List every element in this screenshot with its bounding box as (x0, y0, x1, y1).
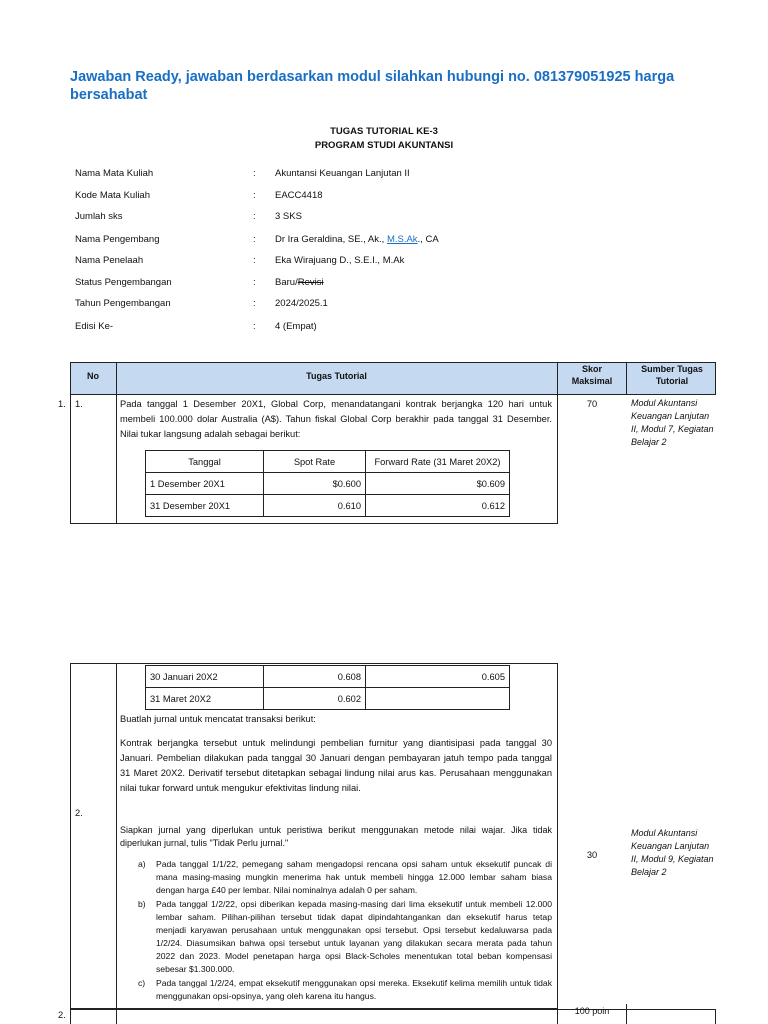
meta-colon: : (253, 211, 256, 222)
meta-value-kode: EACC4418 (275, 190, 323, 201)
rate-date: 31 Desember 20X1 (146, 495, 264, 517)
col-divider (557, 362, 558, 395)
promo-heading: Jawaban Ready, jawaban berdasarkan modul silahkan hubungi no. 081379051925 harga bersahabat (70, 69, 675, 103)
outer-number-2: 2. (58, 1010, 66, 1020)
list-item-text: Pada tanggal 1/1/22, pemegang saham mengadopsi rencana opsi saham untuk eksekutif puncak di mana masing-masing mungkin menerima hak untuk membeli hingga 12.000 lembar saham biasa dengan harga £40 per lembar. Nilai nominalnya adalah 0 per saham. (156, 859, 552, 895)
row-number-2: 2. (75, 808, 83, 818)
rates-header-forward: Forward Rate (31 Maret 20X2) (366, 451, 510, 473)
meta-value-pengembang (275, 234, 439, 245)
header-skor: Skor Maksimal (571, 364, 613, 386)
col-divider (626, 362, 627, 395)
rate-date: 30 Januari 20X2 (146, 666, 264, 688)
meta-value-status (275, 277, 324, 288)
list-item-text: Pada tanggal 1/2/24, empat eksekutif menggunakan opsi mereka. Eksekutif kelima memilih untuk tidak menggunakan opsi-opsinya, yang oleh karena itu hangus. (156, 978, 552, 1001)
pengembang-name: Dr Ira Geraldina, SE., Ak., (275, 234, 387, 245)
col-divider (715, 1009, 716, 1024)
score-1: 70 (586, 399, 598, 409)
spot-rate: 0.602 (264, 688, 366, 710)
option-list (138, 858, 552, 1004)
rates-header-row (146, 451, 510, 473)
document-title: TUGAS TUTORIAL KE-3 (330, 126, 438, 137)
status-new: Baru/ (275, 277, 298, 288)
rates-table-1 (145, 450, 510, 517)
col-divider (116, 663, 117, 1009)
pengembang-suffix: ., CA (417, 234, 439, 245)
spot-rate: 0.610 (264, 495, 366, 517)
degree-link[interactable]: M.S.Ak (386, 234, 418, 245)
table-row (146, 688, 510, 710)
source-2: Modul Akuntansi Keuangan Lanjutan II, Modul 9, Kegiatan Belajar 2 (631, 828, 714, 877)
score-2: 30 (586, 850, 598, 860)
meta-colon: : (253, 190, 256, 201)
list-item (138, 898, 552, 976)
rates-table-2 (145, 665, 510, 710)
meta-label-tahun: Tahun Pengembangan (75, 298, 171, 309)
list-item-text: Pada tanggal 1/2/22, opsi diberikan kepada masing-masing dari lima eksekutif untuk membeli 12.000 lembar saham. Pilihan-pilihan tersebut tidak dapat dipindahtangankan dan eksekutif harus tetap menjadi karyawan perusahaan untuk menggunakan opsi tersebut. Opsi tersebut kedaluwarsa pada 1/2/24. Diasumsikan bahwa opsi tersebut untuk layanan yang dilakukan secara merata pada tahun 2022 dan 2023. Model penetapan harga opsi Black-Scholes menentukan total beban kompensasi sebesar $1.300.000. (156, 899, 552, 974)
list-marker: c) (138, 978, 146, 988)
forward-rate: $0.609 (366, 473, 510, 495)
col-divider (116, 1009, 117, 1024)
meta-colon: : (253, 255, 256, 266)
outer-number-1: 1. (58, 399, 66, 409)
table-row (146, 495, 510, 517)
meta-colon: : (253, 298, 256, 309)
meta-colon: : (253, 234, 256, 245)
list-item (138, 977, 552, 1003)
document-subtitle: PROGRAM STUDI AKUNTANSI (314, 140, 454, 151)
list-item (138, 858, 552, 897)
total-score: 100 poin (574, 1006, 610, 1016)
meta-value-tahun: 2024/2025.1 (275, 298, 328, 309)
question-2-intro: Siapkan jurnal yang diperlukan untuk peristiwa berikut menggunakan metode nilai wajar. Jika tidak diperlukan jurnal, tulis "Tidak Perlu jurnal." (120, 825, 552, 848)
col-divider (116, 395, 117, 523)
table-row (146, 473, 510, 495)
meta-label-nama-mk: Nama Mata Kuliah (75, 168, 154, 179)
meta-value-sks: 3 SKS (275, 211, 302, 222)
meta-colon: : (253, 321, 256, 332)
meta-label-pengembang: Nama Pengembang (75, 234, 160, 245)
col-divider (70, 1009, 71, 1024)
rate-date: 31 Maret 20X2 (146, 688, 264, 710)
list-marker: a) (138, 859, 146, 869)
forward-rate: 0.612 (366, 495, 510, 517)
rate-date: 1 Desember 20X1 (146, 473, 264, 495)
row-number-1: 1. (75, 399, 83, 409)
meta-value-penelaah: Eka Wirajuang D., S.E.I., M.Ak (275, 255, 405, 266)
list-marker: b) (138, 899, 146, 909)
forward-rate: 0.605 (366, 666, 510, 688)
meta-label-edisi: Edisi Ke- (75, 321, 114, 332)
contract-paragraph: Kontrak berjangka tersebut untuk melindungi pembelian furnitur yang diantisipasi pada tanggal 30 Januari. Pembelian dilakukan pada tanggal 30 Januari dengan pembayaran jatuh tempo pada tanggal 31 Maret 20X2. Derivatif tersebut ditetapkan sebagai lindung nilai arus kas. Perusahaan menggunakan nilai tukar forward untuk mengukur efektivitas lindung nilai. (120, 738, 552, 793)
meta-label-penelaah: Nama Penelaah (75, 255, 144, 266)
col-divider (626, 1004, 627, 1024)
spot-rate: $0.600 (264, 473, 366, 495)
table-row (146, 666, 510, 688)
col-divider (557, 1004, 558, 1024)
meta-colon: : (253, 168, 256, 179)
meta-value-nama-mk: Akuntansi Keuangan Lanjutan II (275, 168, 410, 179)
rates-header-tanggal: Tanggal (146, 451, 264, 473)
source-1: Modul Akuntansi Keuangan Lanjutan II, Modul 7, Kegiatan Belajar 2 (631, 398, 714, 447)
spot-rate: 0.608 (264, 666, 366, 688)
header-sumber: Sumber Tugas Tutorial (641, 364, 703, 386)
question-1-text: Pada tanggal 1 Desember 20X1, Global Corp, menandatangani kontrak berjangka 120 hari untuk membeli 100.000 dolar Australia (A$). Tahun fiskal Global Corp berakhir pada tanggal 31 Desember. Nilai tukar langsung adalah sebagai berikut: (120, 399, 552, 439)
meta-label-kode: Kode Mata Kuliah (75, 190, 150, 201)
meta-value-edisi: 4 (Empat) (275, 321, 317, 332)
meta-label-status: Status Pengembangan (75, 277, 172, 288)
journal-instruction: Buatlah jurnal untuk mencatat transaksi berikut: (120, 714, 316, 724)
header-tugas: Tugas Tutorial (306, 371, 367, 381)
header-no: No (87, 371, 99, 381)
forward-rate (366, 688, 510, 710)
status-revisi: Revisi (297, 277, 324, 288)
meta-colon: : (253, 277, 256, 288)
rates-header-spot: Spot Rate (264, 451, 366, 473)
meta-label-sks: Jumlah sks (75, 211, 123, 222)
